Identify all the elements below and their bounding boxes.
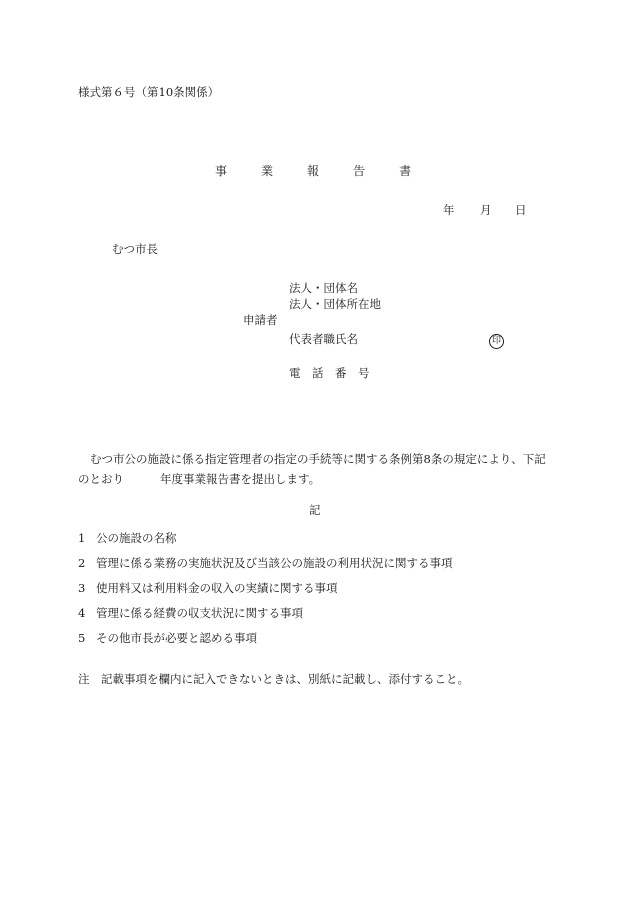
list-item	[78, 605, 303, 621]
body-line-2-b: 年度事業報告書を提出します。	[160, 472, 321, 486]
note: 注 記載事項を欄内に記入できないときは、別紙に記載し、添付すること。	[78, 672, 469, 686]
seal-glyph: 印	[489, 334, 504, 349]
phone-label: 電 話 番 号	[289, 366, 370, 380]
title-char: 業	[261, 164, 274, 178]
form-number: 様式第６号（第10条関係）	[78, 85, 220, 99]
seal-mark	[489, 332, 504, 349]
date-day: 日	[515, 203, 527, 217]
body-line-2	[78, 469, 553, 489]
item-text: 使用料又は利用料金の収入の実績に関する事項	[96, 581, 338, 595]
item-text: 管理に係る業務の実施状況及び当該公の施設の利用状況に関する事項	[96, 556, 453, 570]
applicant-label: 申請者	[243, 313, 278, 327]
title-char: 書	[399, 164, 412, 178]
body-paragraph	[78, 449, 553, 489]
item-text: 管理に係る経費の収支状況に関する事項	[96, 606, 303, 620]
title-char: 事	[215, 164, 228, 178]
item-text: 公の施設の名称	[96, 531, 177, 545]
title-char: 報	[307, 164, 320, 178]
item-number: 2	[78, 556, 86, 570]
title-char: 告	[353, 164, 366, 178]
ki-heading: 記	[309, 503, 321, 517]
date-year: 年	[443, 203, 455, 217]
representative-label: 代表者職氏名	[289, 332, 358, 346]
item-text: その他市長が必要と認める事項	[96, 631, 257, 645]
list-item	[78, 530, 177, 546]
item-number: 5	[78, 631, 86, 645]
date-month: 月	[480, 203, 492, 217]
document-title	[215, 164, 411, 178]
corp-name-label: 法人・団体名	[289, 281, 358, 295]
body-line-2-a: のとおり	[78, 472, 124, 486]
list-item	[78, 630, 257, 646]
body-line-1: むつ市公の施設に係る指定管理者の指定の手続等に関する条例第8条の規定により、下記	[90, 452, 546, 466]
item-number: 1	[78, 531, 86, 545]
item-number: 3	[78, 581, 86, 595]
corp-address-label: 法人・団体所在地	[289, 297, 381, 311]
addressee: むつ市長	[112, 242, 158, 256]
item-number: 4	[78, 606, 86, 620]
list-item	[78, 580, 338, 596]
list-item	[78, 555, 453, 571]
